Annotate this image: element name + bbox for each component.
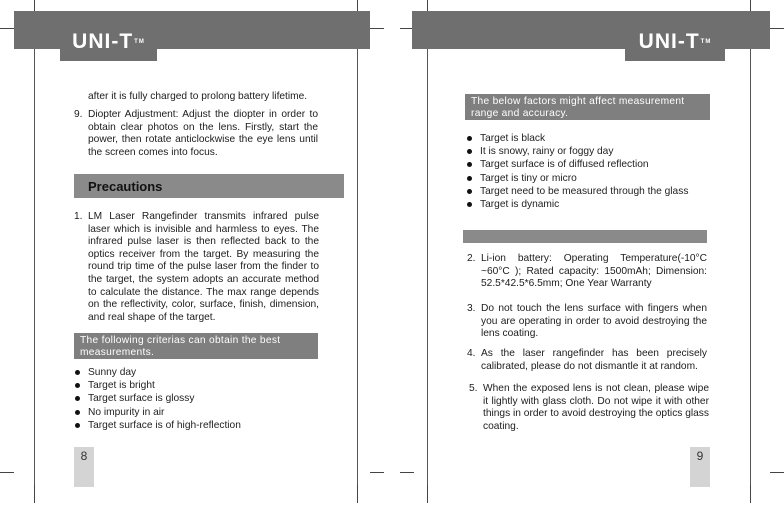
page-guide-line [427,49,428,485]
bullet-icon [75,383,80,388]
crop-mark [750,485,751,503]
crop-mark [770,28,784,29]
criteria-list [75,366,315,432]
bullet-icon [467,136,472,141]
item-number: 3. [467,303,476,314]
bullet-icon [75,410,80,415]
crop-mark [34,485,35,503]
bullet-icon [75,370,80,375]
list-item: Target surface is glossy [75,392,315,405]
bullet-icon [467,176,472,181]
item-text: Do not touch the lens surface with fingers when you are operating in order to avoid destroying the lens coating. [481,303,707,340]
item-number: 2. [467,253,476,264]
crop-mark [770,472,784,473]
item-1 [74,211,319,324]
item-number: 5. [469,383,478,394]
page-number: 8 [74,447,94,487]
item-5 [469,383,709,433]
crop-mark [0,28,14,29]
item-text: Diopter Adjustment: Adjust the diopter in order to obtain clear photos on the lens. Firstly, start the power, then rotate anticlockwise the eye lens until the screen comes into focus. [88,109,318,158]
page-guide-line [750,49,751,485]
list-item: Target is bright [75,379,315,392]
bullet-icon [75,423,80,428]
item-number: 9. [74,109,83,120]
item-3 [467,303,707,341]
item-text: As the laser rangefinder has been precisely calibrated, please do not dismantle it at random. [481,348,707,372]
bullet-icon [467,162,472,167]
crop-mark [370,472,384,473]
list-item: Target surface is of diffused reflection [467,158,717,171]
item-9 [74,109,318,159]
logo-text: UNI-T [638,30,700,53]
page-guide-line [34,49,35,485]
page-number: 9 [690,447,710,487]
factors-list [467,132,717,211]
crop-mark [400,472,414,473]
bullet-icon [467,149,472,154]
intro-text: after it is fully charged to prolong battery lifetime. [88,91,308,102]
criteria-label: The following criterias can obtain the best measurements. [74,333,318,359]
factors-label: The below factors might affect measurement range and accuracy. [465,94,710,120]
list-item: Target is dynamic [467,198,717,211]
list-item: Target is black [467,132,717,145]
crop-mark [370,28,384,29]
item-4 [467,348,707,373]
item-number: 1. [74,211,83,222]
list-item: It is snowy, rainy or foggy day [467,145,717,158]
right-logo: UNI-T TM [625,23,725,61]
bullet-icon [467,202,472,207]
precautions-heading: Precautions [74,174,344,198]
item-number: 4. [467,348,476,359]
item-2 [467,253,707,291]
list-item: Sunny day [75,366,315,379]
item-text: LM Laser Rangefinder transmits infrared pulse laser which is invisible and harmless to eyes. The infrared pulse laser is then reflected back to the optics receiver from the target. By measuring the round trip time of the pulse laser from the finder to the target, the system adopts an accurate method to calculate the distance. The max range depends on the reflectivity, color, surface, finish, dimension, and real shape of the target. [88,211,319,323]
crop-mark [427,485,428,503]
list-item: No impurity in air [75,406,315,419]
crop-mark [0,472,14,473]
page-guide-line [357,49,358,485]
item-text: Li-ion battery: Operating Temperature(-10°C ~60°C ); Rated capacity: 1500mAh; Dimension: 52.5*42.5*6.5mm; One Year Warranty [481,253,707,290]
crop-mark [357,485,358,503]
bullet-icon [75,396,80,401]
list-item: Target surface is of high-reflection [75,419,315,432]
left-logo: UNI-T TM [60,23,157,61]
list-item: Target is tiny or micro [467,172,717,185]
blank-section-bar [463,230,707,243]
list-item: Target need to be measured through the glass [467,185,717,198]
item-text: When the exposed lens is not clean, please wipe it lightly with glass cloth. Do not wipe it with other things in order to avoid destroying the optics glass coating. [483,383,709,432]
logo-text: UNI-T [72,30,134,53]
bullet-icon [467,189,472,194]
